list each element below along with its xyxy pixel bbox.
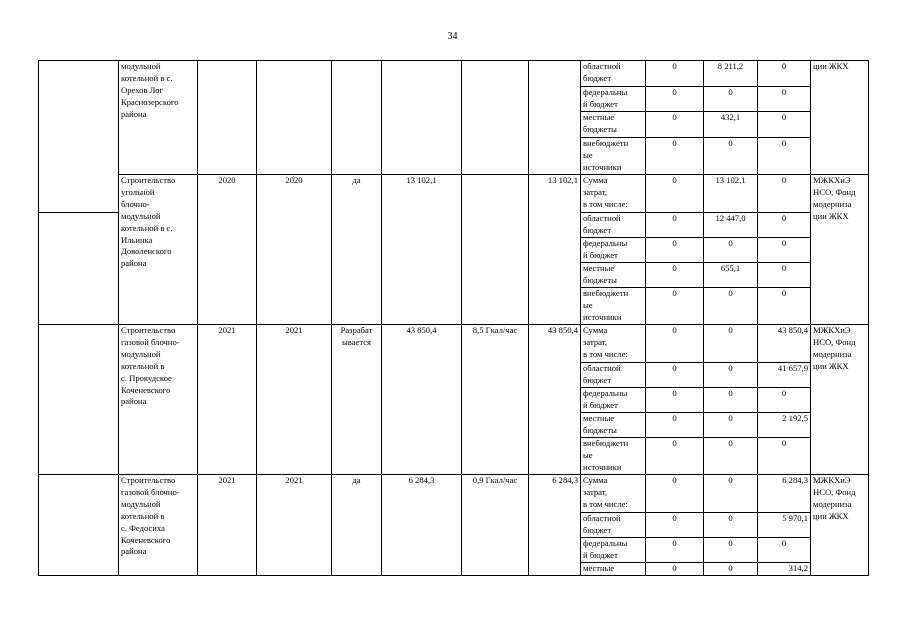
value-year-1: 0 bbox=[646, 112, 704, 138]
value-year-1: 0 bbox=[646, 538, 704, 563]
value-year-1: 0 bbox=[646, 413, 704, 438]
design-docs: да bbox=[332, 475, 382, 576]
table-row bbox=[39, 175, 869, 213]
value-year-3: 43 850,4 bbox=[758, 325, 811, 363]
value-year-1: 0 bbox=[646, 87, 704, 112]
end-year bbox=[257, 61, 332, 175]
value-year-2: 0 bbox=[704, 138, 758, 175]
value-year-3: 0 bbox=[758, 175, 811, 213]
value-year-2: 12 447,0 bbox=[704, 213, 758, 238]
executor: МЖКХиЭ НСО, Фонд модерниза ции ЖКХ bbox=[811, 175, 869, 325]
value-year-3: 0 bbox=[758, 438, 811, 475]
cost-limit: 6 284,3 bbox=[529, 475, 581, 576]
value-year-3: 0 bbox=[758, 538, 811, 563]
executor: МЖКХиЭ НСО, Фонд модерниза ции ЖКХ bbox=[811, 325, 869, 475]
funding-source: местные бюджеты bbox=[581, 112, 646, 138]
value-year-2: 0 bbox=[704, 563, 758, 576]
value-year-3: 0 bbox=[758, 87, 811, 112]
capacity bbox=[462, 175, 529, 325]
end-year: 2021 bbox=[257, 325, 332, 475]
start-year: 2021 bbox=[198, 475, 257, 576]
value-year-3: 0 bbox=[758, 213, 811, 238]
funding-source: местные бюджеты bbox=[581, 413, 646, 438]
value-year-2: 0 bbox=[704, 513, 758, 538]
value-year-2: 0 bbox=[704, 438, 758, 475]
start-year: 2021 bbox=[198, 325, 257, 475]
funding-source: федеральны й бюджет bbox=[581, 388, 646, 413]
value-year-1: 0 bbox=[646, 513, 704, 538]
project-name: Строительство газовой блочно- модульной котельной в с. Прокудское Коченевского района bbox=[119, 325, 198, 475]
cost-limit: 43 850,4 bbox=[529, 325, 581, 475]
row-number-cell bbox=[39, 475, 119, 576]
design-docs: Разрабат ывается bbox=[332, 325, 382, 475]
value-year-2: 0 bbox=[704, 325, 758, 363]
funding-source: местные bbox=[581, 563, 646, 576]
value-year-3: 314,2 bbox=[758, 563, 811, 576]
value-year-1: 0 bbox=[646, 563, 704, 576]
project-name: Строительство угольной блочно- модульной котельной в с. Ильинка Доволенского района bbox=[119, 175, 198, 325]
value-year-1: 0 bbox=[646, 238, 704, 263]
funding-source: Сумма затрат, в том числе: bbox=[581, 325, 646, 363]
total-cost: 13 102,1 bbox=[382, 175, 462, 325]
funding-source: областной бюджет bbox=[581, 213, 646, 238]
page-number: 34 bbox=[447, 31, 458, 42]
end-year: 2021 bbox=[257, 475, 332, 576]
value-year-3: 0 bbox=[758, 263, 811, 288]
total-cost: 6 284,3 bbox=[382, 475, 462, 576]
funding-source: Сумма затрат, в том числе: bbox=[581, 175, 646, 213]
value-year-1: 0 bbox=[646, 175, 704, 213]
value-year-2: 0 bbox=[704, 87, 758, 112]
value-year-3: 6 284,3 bbox=[758, 475, 811, 513]
value-year-2: 13 102,1 bbox=[704, 175, 758, 213]
funding-source: внебюджетн ые источники bbox=[581, 138, 646, 175]
cost-limit bbox=[529, 61, 581, 175]
value-year-2: 0 bbox=[704, 238, 758, 263]
total-cost bbox=[382, 61, 462, 175]
investment-program-table bbox=[38, 60, 869, 576]
cost-limit: 13 102,1 bbox=[529, 175, 581, 325]
value-year-3: 2 192,5 bbox=[758, 413, 811, 438]
row-number-cell bbox=[39, 61, 119, 213]
value-year-1: 0 bbox=[646, 288, 704, 325]
value-year-3: 0 bbox=[758, 138, 811, 175]
capacity: 0,9 Гкал/час bbox=[462, 475, 529, 576]
executor: МЖКХиЭ НСО, Фонд модерниза ции ЖКХ bbox=[811, 475, 869, 576]
value-year-3: 41 657,9 bbox=[758, 363, 811, 388]
value-year-1: 0 bbox=[646, 388, 704, 413]
value-year-1: 0 bbox=[646, 61, 704, 87]
value-year-3: 0 bbox=[758, 61, 811, 87]
value-year-1: 0 bbox=[646, 325, 704, 363]
funding-source: областной бюджет bbox=[581, 513, 646, 538]
value-year-3: 0 bbox=[758, 388, 811, 413]
end-year: 2020 bbox=[257, 175, 332, 325]
value-year-1: 0 bbox=[646, 363, 704, 388]
table-row bbox=[39, 325, 869, 363]
funding-source: областной бюджет bbox=[581, 363, 646, 388]
row-number-cell bbox=[39, 325, 119, 475]
value-year-2: 0 bbox=[704, 288, 758, 325]
value-year-2: 8 211,2 bbox=[704, 61, 758, 87]
design-docs bbox=[332, 61, 382, 175]
value-year-1: 0 bbox=[646, 213, 704, 238]
value-year-2: 0 bbox=[704, 388, 758, 413]
value-year-1: 0 bbox=[646, 263, 704, 288]
value-year-3: 0 bbox=[758, 238, 811, 263]
value-year-3: 5 970,1 bbox=[758, 513, 811, 538]
value-year-2: 655,1 bbox=[704, 263, 758, 288]
funding-source: местные бюджеты bbox=[581, 263, 646, 288]
funding-source: федеральны й бюджет bbox=[581, 238, 646, 263]
row-number-cell bbox=[39, 213, 119, 325]
value-year-1: 0 bbox=[646, 138, 704, 175]
project-name: модульной котельной в с. Орехов Лог Краснозерского района bbox=[119, 61, 198, 175]
funding-source: Сумма затрат, в том числе: bbox=[581, 475, 646, 513]
value-year-3: 0 bbox=[758, 288, 811, 325]
design-docs: да bbox=[332, 175, 382, 325]
value-year-2: 0 bbox=[704, 538, 758, 563]
table-row bbox=[39, 61, 869, 87]
funding-source: внебюджетн ые источники bbox=[581, 438, 646, 475]
start-year bbox=[198, 61, 257, 175]
funding-source: внебюджетн ые источники bbox=[581, 288, 646, 325]
capacity bbox=[462, 61, 529, 175]
project-name: Строительство газовой блочно- модульной котельной в с. Федосиха Коченевского района bbox=[119, 475, 198, 576]
value-year-3: 0 bbox=[758, 112, 811, 138]
value-year-1: 0 bbox=[646, 438, 704, 475]
value-year-2: 0 bbox=[704, 413, 758, 438]
executor: ции ЖКХ bbox=[811, 61, 869, 175]
value-year-2: 0 bbox=[704, 475, 758, 513]
funding-source: федеральны й бюджет bbox=[581, 538, 646, 563]
value-year-2: 0 bbox=[704, 363, 758, 388]
table-row bbox=[39, 475, 869, 513]
value-year-2: 432,1 bbox=[704, 112, 758, 138]
capacity: 8,5 Гкал/час bbox=[462, 325, 529, 475]
funding-source: областной бюджет bbox=[581, 61, 646, 87]
start-year: 2020 bbox=[198, 175, 257, 325]
funding-source: федеральны й бюджет bbox=[581, 87, 646, 112]
value-year-1: 0 bbox=[646, 475, 704, 513]
total-cost: 43 850,4 bbox=[382, 325, 462, 475]
